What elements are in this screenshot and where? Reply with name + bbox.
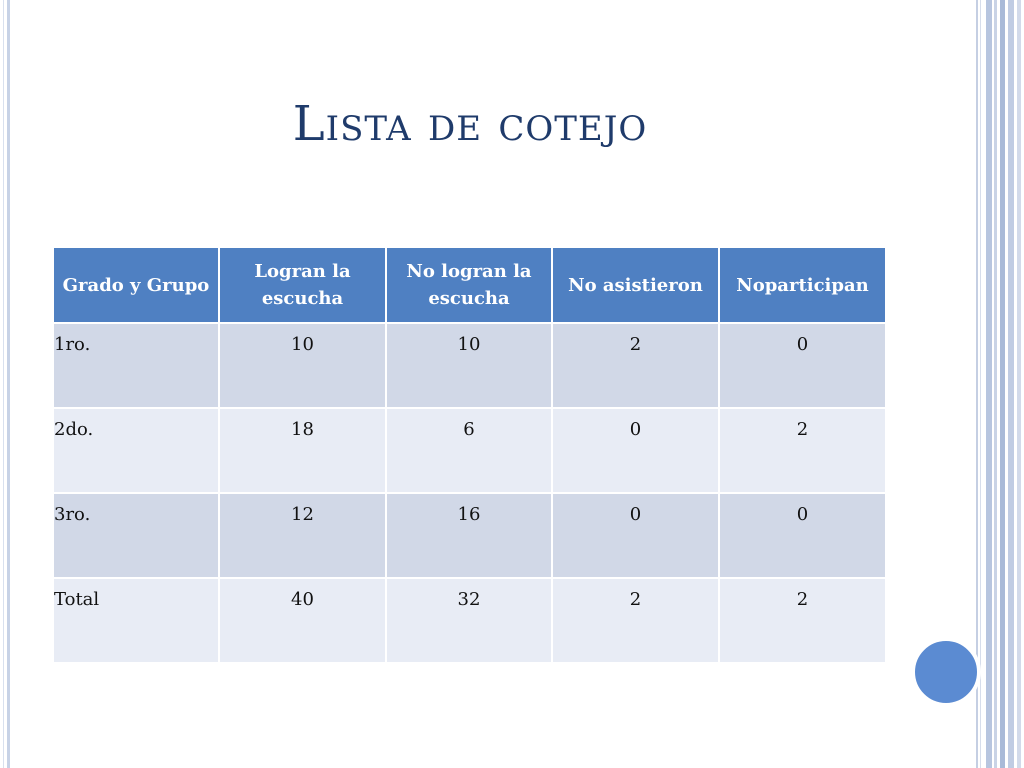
cell-total-label: Total xyxy=(53,578,219,663)
cell-noparticipan: 2 xyxy=(719,578,886,663)
cell-no-asistieron: 0 xyxy=(552,408,719,493)
header-no-logran-escucha: No logran la escucha xyxy=(386,247,552,323)
header-no-asistieron: No asistieron xyxy=(552,247,719,323)
cell-grado: 2do. xyxy=(53,408,219,493)
cell-grado: 1ro. xyxy=(53,323,219,408)
cell-noparticipan: 0 xyxy=(719,493,886,578)
accent-circle xyxy=(913,639,979,705)
table-row xyxy=(53,493,886,578)
table-row xyxy=(53,408,886,493)
right-decorative-stripes xyxy=(976,0,1024,768)
cotejo-table xyxy=(52,246,887,664)
cell-logran: 40 xyxy=(219,578,386,663)
cell-no-logran: 10 xyxy=(386,323,552,408)
cell-no-logran: 6 xyxy=(386,408,552,493)
cell-no-logran: 32 xyxy=(386,578,552,663)
header-logran-escucha: Logran la escucha xyxy=(219,247,386,323)
cell-no-asistieron: 2 xyxy=(552,323,719,408)
cell-no-logran: 16 xyxy=(386,493,552,578)
cell-noparticipan: 2 xyxy=(719,408,886,493)
table-row-total xyxy=(53,578,886,663)
cell-logran: 10 xyxy=(219,323,386,408)
cell-noparticipan: 0 xyxy=(719,323,886,408)
cell-no-asistieron: 0 xyxy=(552,493,719,578)
table-row xyxy=(53,323,886,408)
cell-logran: 12 xyxy=(219,493,386,578)
cell-no-asistieron: 2 xyxy=(552,578,719,663)
cell-logran: 18 xyxy=(219,408,386,493)
slide-title: Lista de cotejo xyxy=(292,96,648,152)
cell-grado: 3ro. xyxy=(53,493,219,578)
header-grado-grupo: Grado y Grupo xyxy=(53,247,219,323)
header-noparticipan: Noparticipan xyxy=(719,247,886,323)
table-header-row xyxy=(53,247,886,323)
